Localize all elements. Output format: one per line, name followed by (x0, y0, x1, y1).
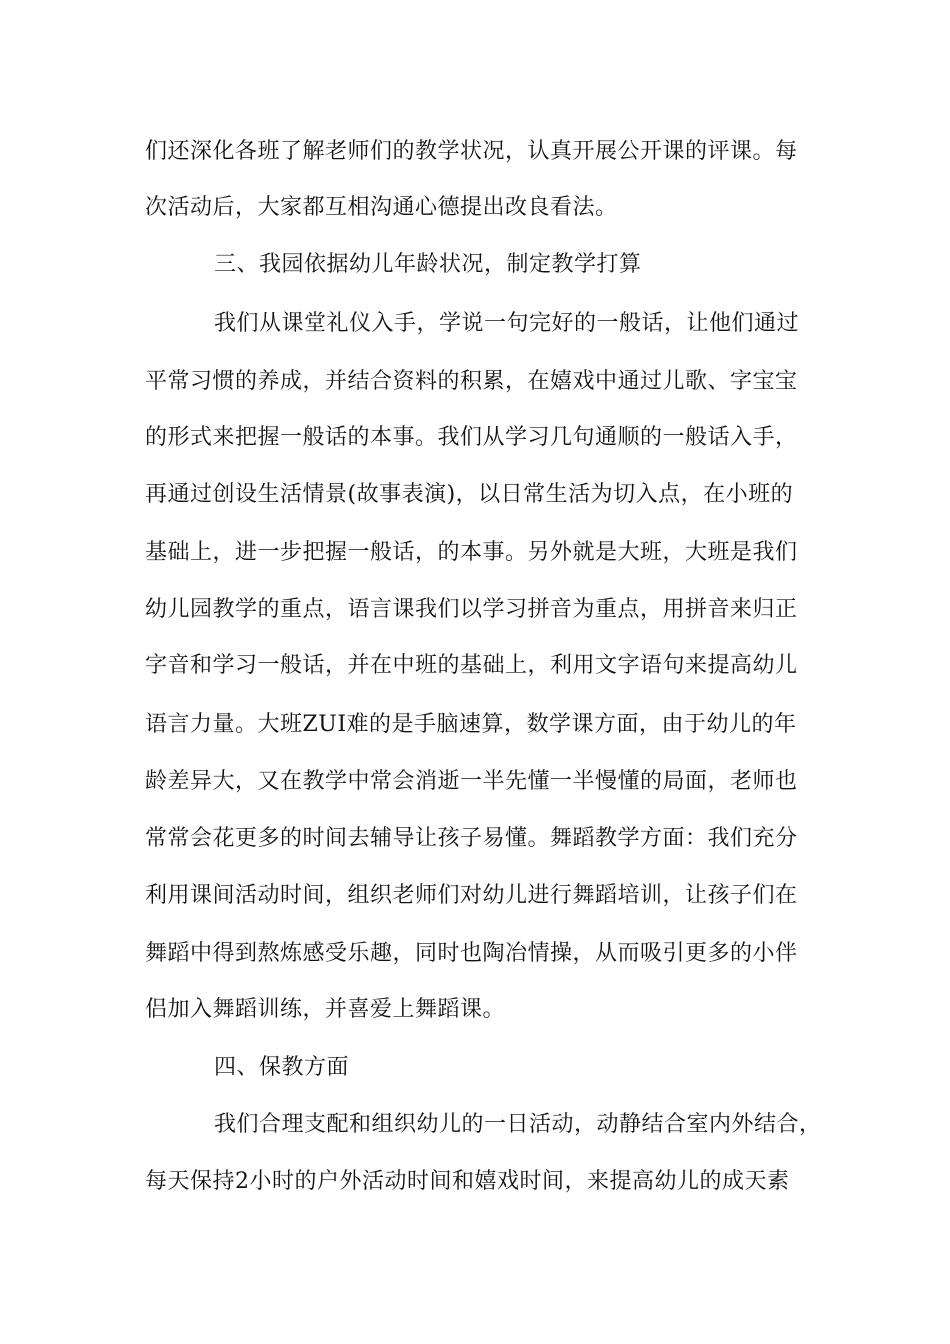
text-line: 字音和学习一般话，并在中班的基础上，利用文字语句来提高幼儿 (145, 653, 798, 678)
text-line: 幼儿园教学的重点，语言课我们以学习拼音为重点，用拼音来归正 (145, 597, 798, 622)
text-line: 的形式来把握一般话的本事。我们从学习几句通顺的一般话入手， (145, 425, 798, 450)
text-line: 我们合理支配和组织幼儿的一日活动，动静结合室内外结合， (214, 1112, 822, 1137)
section-heading: 四、保教方面 (214, 1055, 350, 1080)
text-line: 语言力量。大班ZUI难的是手脑速算，数学课方面，由于幼儿的年 (145, 712, 797, 737)
text-line: 常常会花更多的时间去辅导让孩子易懂。舞蹈教学方面：我们充分 (145, 826, 798, 851)
text-line: 每天保持2小时的户外活动时间和嬉戏时间，来提高幼儿的成天素 (145, 1169, 790, 1194)
text-line: 们还深化各班了解老师们的教学状况，认真开展公开课的评课。每 (145, 139, 798, 164)
text-line: 利用课间活动时间，组织老师们对幼儿进行舞蹈培训，让孩子们在 (145, 883, 798, 908)
text-line: 再通过创设生活情景(故事表演)，以日常生活为切入点，在小班的 (145, 482, 794, 507)
text-line: 基础上，进一步把握一般话，的本事。另外就是大班，大班是我们 (145, 540, 798, 565)
text-line: 龄差异大，又在教学中常会消逝一半先懂一半慢懂的局面，老师也 (145, 769, 798, 794)
text-line: 侣加入舞蹈训练，并喜爱上舞蹈课。 (145, 997, 506, 1022)
section-heading: 三、我园依据幼儿年龄状况，制定教学打算 (214, 252, 642, 277)
text-line: 平常习惯的养成，并结合资料的积累，在嬉戏中通过儿歌、字宝宝 (145, 369, 798, 394)
text-line: 舞蹈中得到熬炼感受乐趣，同时也陶冶情操，从而吸引更多的小伴 (145, 941, 798, 966)
text-line: 我们从课堂礼仪入手，学说一句完好的一般话，让他们通过 (214, 311, 800, 336)
text-line: 次活动后，大家都互相沟通心德提出改良看法。 (145, 195, 618, 220)
